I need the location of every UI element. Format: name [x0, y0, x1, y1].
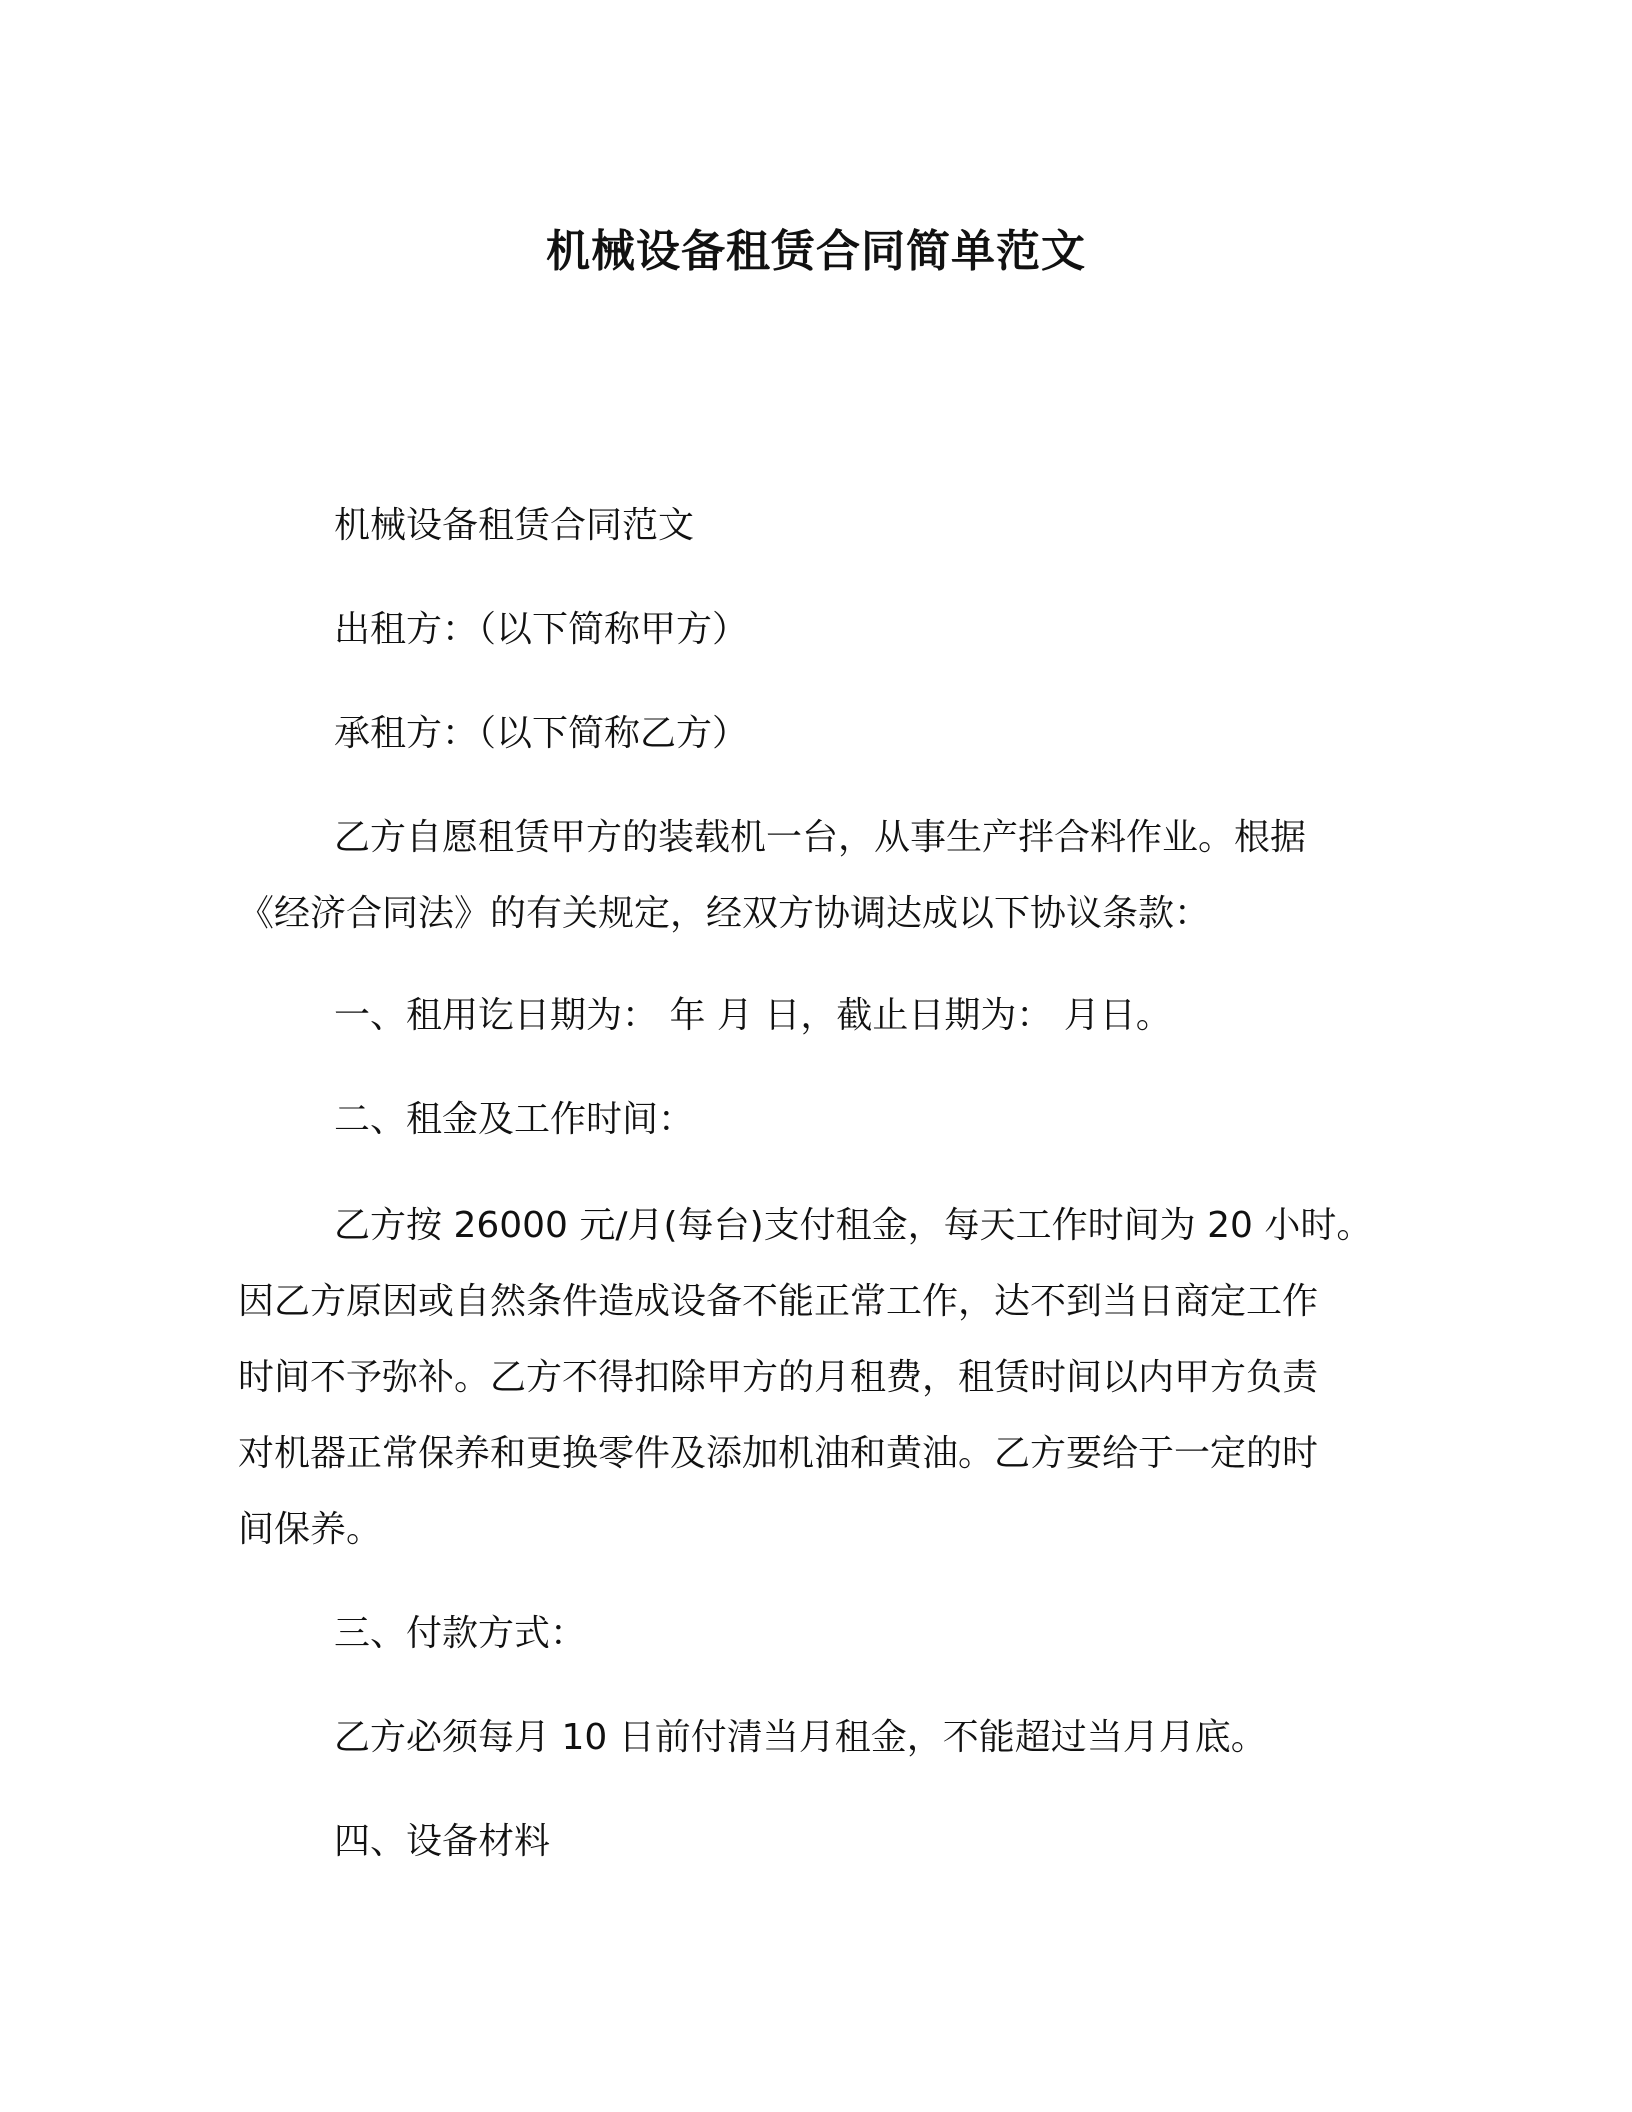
clause-2-line-2: 因乙方原因或自然条件造成设备不能正常工作，达不到当日商定工作 [238, 1281, 1319, 1322]
clause-2-line-3: 时间不予弥补。乙方不得扣除甲方的月租费，租赁时间以内甲方负责 [238, 1357, 1319, 1398]
subtitle-paragraph: 机械设备租赁合同范文 [334, 505, 695, 546]
intro-line-1: 乙方自愿租赁甲方的装载机一台，从事生产拌合料作业。根据 [334, 817, 1307, 858]
document-title: 机械设备租赁合同简单范文 [546, 226, 1086, 277]
clause-2-line-5: 间保养。 [238, 1509, 383, 1550]
clause-3-body: 乙方必须每月 10 日前付清当月租金，不能超过当月月底。 [334, 1717, 1267, 1758]
lessor-line: 出租方：（以下简称甲方） [334, 609, 749, 650]
clause-2-line-1: 乙方按 26000 元/月(每台)支付租金，每天工作时间为 20 小时。 [334, 1205, 1373, 1246]
lessee-line: 承租方：（以下简称乙方） [334, 713, 749, 754]
clause-3-heading: 三、付款方式： [334, 1613, 587, 1654]
clause-2-line-4: 对机器正常保养和更换零件及添加机油和黄油。乙方要给于一定的时 [238, 1433, 1319, 1474]
clause-1: 一、租用讫日期为： 年 月 日，截止日期为： 月日。 [334, 995, 1172, 1036]
clause-2-heading: 二、租金及工作时间： [334, 1099, 695, 1140]
intro-line-2: 《经济合同法》的有关规定，经双方协调达成以下协议条款： [238, 893, 1211, 934]
clause-4-heading: 四、设备材料 [334, 1821, 551, 1862]
